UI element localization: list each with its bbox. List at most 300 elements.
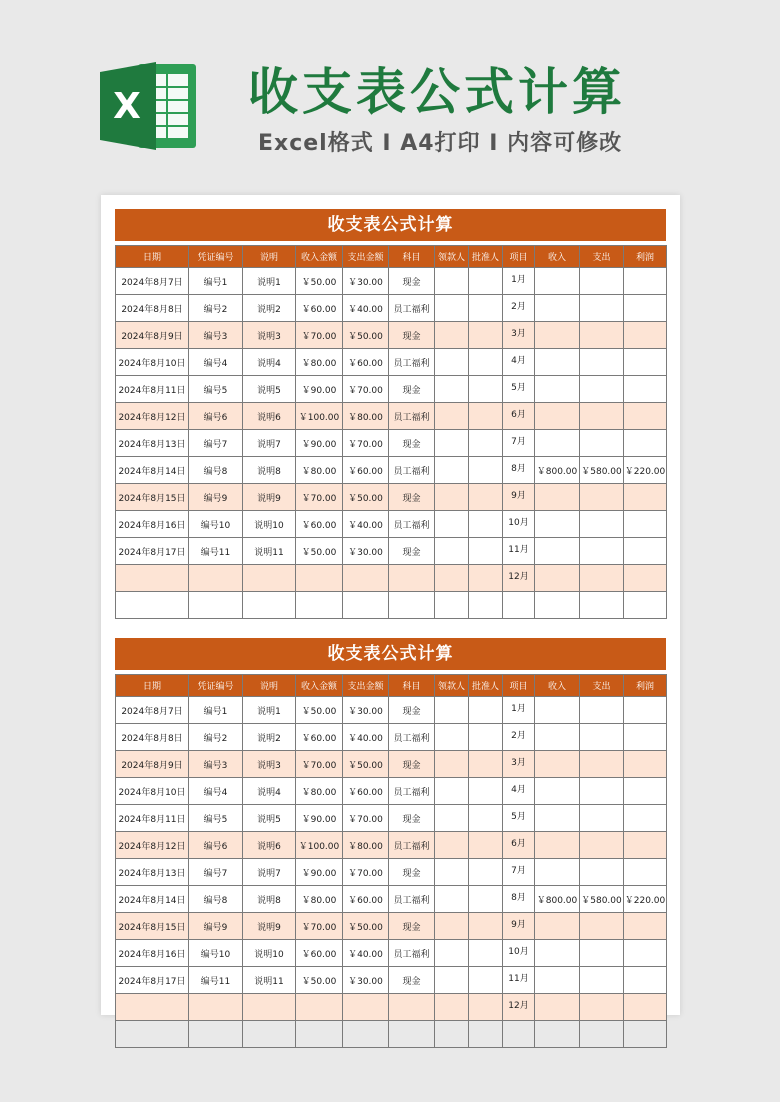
- cell-date[interactable]: 2024年8月7日: [116, 268, 189, 295]
- cell-date[interactable]: 2024年8月10日: [116, 778, 189, 805]
- cell-account[interactable]: 员工福利: [389, 349, 435, 376]
- cell-expense-amount[interactable]: ￥40.00: [343, 940, 389, 967]
- cell-description[interactable]: [243, 592, 296, 619]
- cell-payee[interactable]: [435, 511, 469, 538]
- cell-profit[interactable]: [624, 1021, 667, 1048]
- cell-payee[interactable]: [435, 457, 469, 484]
- cell-item[interactable]: 7月: [503, 859, 535, 886]
- cell-payee[interactable]: [435, 1021, 469, 1048]
- cell-item[interactable]: 1月: [503, 697, 535, 724]
- cell-expense-amount[interactable]: ￥40.00: [343, 724, 389, 751]
- cell-profit[interactable]: [624, 967, 667, 994]
- cell-account[interactable]: 现金: [389, 859, 435, 886]
- cell-approver[interactable]: [469, 376, 503, 403]
- cell-voucher-no[interactable]: [189, 1021, 243, 1048]
- cell-expense[interactable]: [580, 751, 624, 778]
- cell-expense-amount[interactable]: ￥60.00: [343, 457, 389, 484]
- cell-expense[interactable]: [580, 484, 624, 511]
- cell-profit[interactable]: [624, 295, 667, 322]
- cell-description[interactable]: 说明3: [243, 751, 296, 778]
- cell-payee[interactable]: [435, 859, 469, 886]
- cell-description[interactable]: 说明8: [243, 457, 296, 484]
- cell-account[interactable]: 现金: [389, 538, 435, 565]
- cell-expense-amount[interactable]: ￥30.00: [343, 268, 389, 295]
- cell-account[interactable]: 员工福利: [389, 457, 435, 484]
- cell-item[interactable]: 7月: [503, 430, 535, 457]
- cell-expense[interactable]: [580, 538, 624, 565]
- cell-voucher-no[interactable]: [189, 565, 243, 592]
- cell-voucher-no[interactable]: 编号8: [189, 886, 243, 913]
- cell-payee[interactable]: [435, 940, 469, 967]
- cell-approver[interactable]: [469, 484, 503, 511]
- cell-profit[interactable]: [624, 805, 667, 832]
- cell-income[interactable]: [535, 724, 580, 751]
- cell-description[interactable]: 说明6: [243, 403, 296, 430]
- cell-expense[interactable]: [580, 697, 624, 724]
- cell-date[interactable]: 2024年8月15日: [116, 913, 189, 940]
- cell-voucher-no[interactable]: 编号9: [189, 484, 243, 511]
- cell-voucher-no[interactable]: 编号1: [189, 268, 243, 295]
- cell-expense[interactable]: [580, 805, 624, 832]
- cell-expense-amount[interactable]: ￥60.00: [343, 778, 389, 805]
- cell-payee[interactable]: [435, 538, 469, 565]
- cell-income-amount[interactable]: ￥100.00: [296, 403, 343, 430]
- cell-voucher-no[interactable]: 编号4: [189, 349, 243, 376]
- cell-voucher-no[interactable]: 编号1: [189, 697, 243, 724]
- cell-description[interactable]: 说明5: [243, 805, 296, 832]
- cell-approver[interactable]: [469, 349, 503, 376]
- cell-voucher-no[interactable]: 编号2: [189, 295, 243, 322]
- cell-approver[interactable]: [469, 268, 503, 295]
- cell-income[interactable]: [535, 295, 580, 322]
- cell-date[interactable]: 2024年8月13日: [116, 430, 189, 457]
- cell-income[interactable]: ￥800.00: [535, 457, 580, 484]
- cell-income[interactable]: [535, 268, 580, 295]
- cell-item[interactable]: [503, 1021, 535, 1048]
- cell-account[interactable]: 员工福利: [389, 295, 435, 322]
- cell-date[interactable]: [116, 592, 189, 619]
- cell-date[interactable]: 2024年8月14日: [116, 886, 189, 913]
- cell-account[interactable]: 员工福利: [389, 403, 435, 430]
- cell-income-amount[interactable]: ￥90.00: [296, 376, 343, 403]
- cell-income[interactable]: [535, 484, 580, 511]
- cell-profit[interactable]: [624, 484, 667, 511]
- cell-income[interactable]: [535, 778, 580, 805]
- cell-expense-amount[interactable]: [343, 565, 389, 592]
- cell-voucher-no[interactable]: 编号7: [189, 859, 243, 886]
- cell-payee[interactable]: [435, 778, 469, 805]
- cell-expense-amount[interactable]: ￥30.00: [343, 967, 389, 994]
- cell-approver[interactable]: [469, 967, 503, 994]
- cell-expense[interactable]: [580, 592, 624, 619]
- cell-account[interactable]: [389, 592, 435, 619]
- cell-expense-amount[interactable]: [343, 1021, 389, 1048]
- cell-income-amount[interactable]: ￥80.00: [296, 886, 343, 913]
- cell-income[interactable]: [535, 1021, 580, 1048]
- cell-date[interactable]: 2024年8月9日: [116, 751, 189, 778]
- cell-date[interactable]: 2024年8月8日: [116, 724, 189, 751]
- cell-description[interactable]: [243, 565, 296, 592]
- cell-description[interactable]: 说明11: [243, 967, 296, 994]
- cell-account[interactable]: 员工福利: [389, 778, 435, 805]
- cell-payee[interactable]: [435, 592, 469, 619]
- cell-expense-amount[interactable]: ￥60.00: [343, 349, 389, 376]
- cell-date[interactable]: 2024年8月12日: [116, 403, 189, 430]
- cell-expense[interactable]: [580, 832, 624, 859]
- cell-profit[interactable]: [624, 538, 667, 565]
- cell-item[interactable]: 6月: [503, 403, 535, 430]
- cell-voucher-no[interactable]: 编号11: [189, 538, 243, 565]
- cell-item[interactable]: 11月: [503, 967, 535, 994]
- cell-income[interactable]: [535, 592, 580, 619]
- cell-account[interactable]: 员工福利: [389, 724, 435, 751]
- cell-expense-amount[interactable]: ￥40.00: [343, 295, 389, 322]
- cell-approver[interactable]: [469, 886, 503, 913]
- cell-income[interactable]: [535, 913, 580, 940]
- cell-item[interactable]: [503, 592, 535, 619]
- cell-account[interactable]: 现金: [389, 751, 435, 778]
- cell-account[interactable]: 员工福利: [389, 886, 435, 913]
- cell-date[interactable]: 2024年8月10日: [116, 349, 189, 376]
- cell-item[interactable]: 5月: [503, 376, 535, 403]
- cell-expense[interactable]: ￥580.00: [580, 457, 624, 484]
- cell-account[interactable]: 现金: [389, 805, 435, 832]
- cell-date[interactable]: 2024年8月13日: [116, 859, 189, 886]
- cell-income[interactable]: [535, 349, 580, 376]
- cell-description[interactable]: 说明1: [243, 268, 296, 295]
- cell-expense[interactable]: [580, 724, 624, 751]
- cell-expense-amount[interactable]: ￥40.00: [343, 511, 389, 538]
- cell-payee[interactable]: [435, 430, 469, 457]
- cell-income-amount[interactable]: ￥70.00: [296, 751, 343, 778]
- cell-expense[interactable]: [580, 778, 624, 805]
- cell-date[interactable]: 2024年8月7日: [116, 697, 189, 724]
- cell-expense-amount[interactable]: ￥70.00: [343, 430, 389, 457]
- cell-date[interactable]: 2024年8月11日: [116, 376, 189, 403]
- cell-expense-amount[interactable]: ￥50.00: [343, 322, 389, 349]
- cell-expense-amount[interactable]: ￥70.00: [343, 805, 389, 832]
- cell-profit[interactable]: [624, 430, 667, 457]
- cell-profit[interactable]: [624, 859, 667, 886]
- cell-approver[interactable]: [469, 403, 503, 430]
- cell-payee[interactable]: [435, 724, 469, 751]
- cell-profit[interactable]: [624, 268, 667, 295]
- cell-income-amount[interactable]: [296, 1021, 343, 1048]
- cell-income-amount[interactable]: ￥60.00: [296, 940, 343, 967]
- cell-approver[interactable]: [469, 430, 503, 457]
- cell-income[interactable]: [535, 322, 580, 349]
- cell-account[interactable]: 现金: [389, 322, 435, 349]
- cell-profit[interactable]: [624, 511, 667, 538]
- cell-profit[interactable]: [624, 697, 667, 724]
- cell-income-amount[interactable]: ￥60.00: [296, 724, 343, 751]
- cell-expense-amount[interactable]: ￥30.00: [343, 697, 389, 724]
- cell-income[interactable]: [535, 967, 580, 994]
- cell-account[interactable]: [389, 1021, 435, 1048]
- cell-voucher-no[interactable]: 编号8: [189, 457, 243, 484]
- cell-profit[interactable]: [624, 751, 667, 778]
- cell-payee[interactable]: [435, 967, 469, 994]
- cell-description[interactable]: 说明4: [243, 778, 296, 805]
- cell-voucher-no[interactable]: 编号7: [189, 430, 243, 457]
- cell-approver[interactable]: [469, 994, 503, 1021]
- cell-payee[interactable]: [435, 403, 469, 430]
- cell-date[interactable]: [116, 565, 189, 592]
- cell-expense-amount[interactable]: ￥30.00: [343, 538, 389, 565]
- cell-income-amount[interactable]: ￥90.00: [296, 859, 343, 886]
- cell-description[interactable]: 说明2: [243, 295, 296, 322]
- cell-income[interactable]: [535, 430, 580, 457]
- cell-income-amount[interactable]: ￥90.00: [296, 805, 343, 832]
- cell-profit[interactable]: ￥220.00: [624, 457, 667, 484]
- cell-voucher-no[interactable]: 编号5: [189, 376, 243, 403]
- cell-item[interactable]: 8月: [503, 886, 535, 913]
- cell-account[interactable]: [389, 565, 435, 592]
- cell-description[interactable]: [243, 1021, 296, 1048]
- cell-expense[interactable]: [580, 430, 624, 457]
- cell-voucher-no[interactable]: 编号3: [189, 751, 243, 778]
- cell-date[interactable]: 2024年8月16日: [116, 940, 189, 967]
- cell-payee[interactable]: [435, 697, 469, 724]
- cell-date[interactable]: [116, 994, 189, 1021]
- cell-approver[interactable]: [469, 832, 503, 859]
- cell-date[interactable]: 2024年8月8日: [116, 295, 189, 322]
- cell-profit[interactable]: [624, 376, 667, 403]
- cell-account[interactable]: [389, 994, 435, 1021]
- cell-description[interactable]: 说明9: [243, 913, 296, 940]
- cell-profit[interactable]: [624, 832, 667, 859]
- cell-income-amount[interactable]: ￥50.00: [296, 967, 343, 994]
- cell-income[interactable]: [535, 832, 580, 859]
- cell-income-amount[interactable]: [296, 565, 343, 592]
- cell-voucher-no[interactable]: 编号3: [189, 322, 243, 349]
- cell-income[interactable]: ￥800.00: [535, 886, 580, 913]
- cell-account[interactable]: 现金: [389, 268, 435, 295]
- cell-payee[interactable]: [435, 484, 469, 511]
- cell-voucher-no[interactable]: 编号6: [189, 832, 243, 859]
- cell-expense-amount[interactable]: ￥80.00: [343, 832, 389, 859]
- cell-income[interactable]: [535, 511, 580, 538]
- cell-account[interactable]: 现金: [389, 913, 435, 940]
- cell-profit[interactable]: [624, 592, 667, 619]
- cell-payee[interactable]: [435, 832, 469, 859]
- cell-expense[interactable]: ￥580.00: [580, 886, 624, 913]
- cell-expense[interactable]: [580, 295, 624, 322]
- cell-income[interactable]: [535, 994, 580, 1021]
- cell-income-amount[interactable]: ￥80.00: [296, 457, 343, 484]
- cell-item[interactable]: 5月: [503, 805, 535, 832]
- cell-expense[interactable]: [580, 268, 624, 295]
- cell-item[interactable]: 2月: [503, 724, 535, 751]
- cell-profit[interactable]: [624, 778, 667, 805]
- cell-expense-amount[interactable]: ￥70.00: [343, 376, 389, 403]
- cell-voucher-no[interactable]: [189, 994, 243, 1021]
- cell-expense-amount[interactable]: ￥80.00: [343, 403, 389, 430]
- cell-expense-amount[interactable]: ￥60.00: [343, 886, 389, 913]
- cell-date[interactable]: 2024年8月15日: [116, 484, 189, 511]
- cell-approver[interactable]: [469, 1021, 503, 1048]
- cell-profit[interactable]: [624, 724, 667, 751]
- cell-date[interactable]: 2024年8月11日: [116, 805, 189, 832]
- cell-income-amount[interactable]: ￥70.00: [296, 913, 343, 940]
- cell-income-amount[interactable]: [296, 592, 343, 619]
- cell-expense-amount[interactable]: [343, 592, 389, 619]
- cell-expense[interactable]: [580, 511, 624, 538]
- cell-description[interactable]: 说明8: [243, 886, 296, 913]
- cell-description[interactable]: [243, 994, 296, 1021]
- cell-expense[interactable]: [580, 913, 624, 940]
- cell-income-amount[interactable]: ￥70.00: [296, 322, 343, 349]
- cell-voucher-no[interactable]: 编号4: [189, 778, 243, 805]
- cell-approver[interactable]: [469, 322, 503, 349]
- cell-income-amount[interactable]: ￥60.00: [296, 295, 343, 322]
- cell-voucher-no[interactable]: 编号2: [189, 724, 243, 751]
- cell-description[interactable]: 说明5: [243, 376, 296, 403]
- cell-approver[interactable]: [469, 565, 503, 592]
- cell-description[interactable]: 说明3: [243, 322, 296, 349]
- cell-account[interactable]: 现金: [389, 376, 435, 403]
- cell-account[interactable]: 现金: [389, 697, 435, 724]
- cell-profit[interactable]: ￥220.00: [624, 886, 667, 913]
- cell-approver[interactable]: [469, 778, 503, 805]
- cell-income-amount[interactable]: ￥50.00: [296, 268, 343, 295]
- cell-description[interactable]: 说明7: [243, 859, 296, 886]
- cell-payee[interactable]: [435, 322, 469, 349]
- cell-description[interactable]: 说明1: [243, 697, 296, 724]
- cell-profit[interactable]: [624, 349, 667, 376]
- cell-expense[interactable]: [580, 967, 624, 994]
- cell-income[interactable]: [535, 751, 580, 778]
- cell-approver[interactable]: [469, 511, 503, 538]
- cell-date[interactable]: 2024年8月17日: [116, 967, 189, 994]
- cell-profit[interactable]: [624, 565, 667, 592]
- cell-payee[interactable]: [435, 349, 469, 376]
- cell-income-amount[interactable]: ￥50.00: [296, 538, 343, 565]
- cell-account[interactable]: 现金: [389, 430, 435, 457]
- cell-description[interactable]: 说明4: [243, 349, 296, 376]
- cell-expense[interactable]: [580, 322, 624, 349]
- cell-expense[interactable]: [580, 349, 624, 376]
- cell-approver[interactable]: [469, 697, 503, 724]
- cell-item[interactable]: 9月: [503, 484, 535, 511]
- cell-account[interactable]: 员工福利: [389, 511, 435, 538]
- cell-expense[interactable]: [580, 994, 624, 1021]
- cell-voucher-no[interactable]: 编号9: [189, 913, 243, 940]
- cell-payee[interactable]: [435, 994, 469, 1021]
- cell-income[interactable]: [535, 859, 580, 886]
- cell-expense-amount[interactable]: ￥50.00: [343, 484, 389, 511]
- cell-item[interactable]: 1月: [503, 268, 535, 295]
- cell-voucher-no[interactable]: 编号6: [189, 403, 243, 430]
- cell-profit[interactable]: [624, 940, 667, 967]
- cell-approver[interactable]: [469, 295, 503, 322]
- cell-description[interactable]: 说明11: [243, 538, 296, 565]
- cell-approver[interactable]: [469, 913, 503, 940]
- cell-date[interactable]: 2024年8月9日: [116, 322, 189, 349]
- cell-approver[interactable]: [469, 805, 503, 832]
- cell-description[interactable]: 说明6: [243, 832, 296, 859]
- cell-income[interactable]: [535, 565, 580, 592]
- cell-date[interactable]: [116, 1021, 189, 1048]
- cell-payee[interactable]: [435, 295, 469, 322]
- cell-payee[interactable]: [435, 565, 469, 592]
- cell-approver[interactable]: [469, 751, 503, 778]
- cell-item[interactable]: 6月: [503, 832, 535, 859]
- cell-item[interactable]: 8月: [503, 457, 535, 484]
- cell-item[interactable]: 10月: [503, 940, 535, 967]
- cell-voucher-no[interactable]: 编号5: [189, 805, 243, 832]
- cell-account[interactable]: 员工福利: [389, 832, 435, 859]
- cell-payee[interactable]: [435, 268, 469, 295]
- cell-expense[interactable]: [580, 376, 624, 403]
- cell-description[interactable]: 说明2: [243, 724, 296, 751]
- cell-expense-amount[interactable]: ￥50.00: [343, 913, 389, 940]
- cell-description[interactable]: 说明9: [243, 484, 296, 511]
- cell-approver[interactable]: [469, 859, 503, 886]
- cell-voucher-no[interactable]: 编号10: [189, 511, 243, 538]
- cell-item[interactable]: 4月: [503, 349, 535, 376]
- cell-income-amount[interactable]: ￥80.00: [296, 778, 343, 805]
- cell-expense-amount[interactable]: ￥50.00: [343, 751, 389, 778]
- cell-item[interactable]: 11月: [503, 538, 535, 565]
- cell-expense[interactable]: [580, 940, 624, 967]
- cell-income-amount[interactable]: ￥60.00: [296, 511, 343, 538]
- cell-approver[interactable]: [469, 592, 503, 619]
- cell-income[interactable]: [535, 940, 580, 967]
- cell-date[interactable]: 2024年8月14日: [116, 457, 189, 484]
- cell-item[interactable]: 9月: [503, 913, 535, 940]
- cell-approver[interactable]: [469, 724, 503, 751]
- cell-description[interactable]: 说明10: [243, 511, 296, 538]
- cell-profit[interactable]: [624, 994, 667, 1021]
- cell-income[interactable]: [535, 805, 580, 832]
- cell-income-amount[interactable]: ￥50.00: [296, 697, 343, 724]
- cell-income-amount[interactable]: ￥90.00: [296, 430, 343, 457]
- cell-approver[interactable]: [469, 940, 503, 967]
- cell-date[interactable]: 2024年8月17日: [116, 538, 189, 565]
- cell-account[interactable]: 现金: [389, 484, 435, 511]
- cell-expense[interactable]: [580, 403, 624, 430]
- cell-payee[interactable]: [435, 805, 469, 832]
- cell-payee[interactable]: [435, 913, 469, 940]
- cell-description[interactable]: 说明10: [243, 940, 296, 967]
- cell-expense[interactable]: [580, 565, 624, 592]
- cell-item[interactable]: 2月: [503, 295, 535, 322]
- cell-profit[interactable]: [624, 322, 667, 349]
- cell-profit[interactable]: [624, 913, 667, 940]
- cell-expense-amount[interactable]: ￥70.00: [343, 859, 389, 886]
- cell-description[interactable]: 说明7: [243, 430, 296, 457]
- cell-item[interactable]: 4月: [503, 778, 535, 805]
- cell-income-amount[interactable]: ￥70.00: [296, 484, 343, 511]
- cell-voucher-no[interactable]: 编号11: [189, 967, 243, 994]
- cell-approver[interactable]: [469, 457, 503, 484]
- cell-date[interactable]: 2024年8月12日: [116, 832, 189, 859]
- cell-income[interactable]: [535, 376, 580, 403]
- cell-income[interactable]: [535, 697, 580, 724]
- cell-item[interactable]: 10月: [503, 511, 535, 538]
- cell-profit[interactable]: [624, 403, 667, 430]
- cell-date[interactable]: 2024年8月16日: [116, 511, 189, 538]
- cell-income-amount[interactable]: ￥100.00: [296, 832, 343, 859]
- cell-approver[interactable]: [469, 538, 503, 565]
- cell-expense[interactable]: [580, 1021, 624, 1048]
- cell-item[interactable]: 3月: [503, 322, 535, 349]
- cell-income-amount[interactable]: [296, 994, 343, 1021]
- cell-expense[interactable]: [580, 859, 624, 886]
- cell-payee[interactable]: [435, 886, 469, 913]
- cell-income[interactable]: [535, 403, 580, 430]
